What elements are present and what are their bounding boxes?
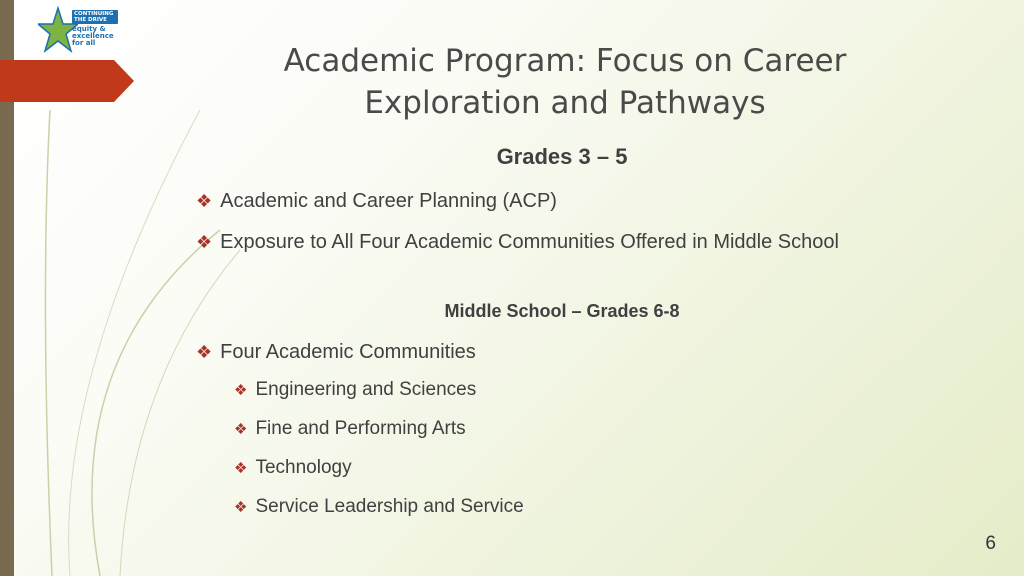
list-item-label: Academic and Career Planning (ACP) [220, 190, 557, 212]
sub-list-item-label: Service Leadership and Service [255, 496, 524, 517]
list-item-label: Four Academic Communities [220, 341, 476, 363]
sub-list-item [234, 494, 524, 521]
page-number: 6 [985, 533, 996, 554]
logo-text [72, 10, 118, 47]
diamond-bullet-icon: ❖ [234, 499, 248, 516]
logo-bottom-label: equity & excellence for all [72, 25, 114, 47]
sub-list-item [234, 377, 476, 404]
list-item [196, 186, 896, 216]
sub-list-item-label: Technology [255, 457, 352, 478]
sub-list-item [234, 416, 466, 443]
list-item-label: Exposure to All Four Academic Communities Offered in Middle School [220, 231, 839, 253]
middle-school-heading: Middle School – Grades 6-8 [444, 301, 680, 321]
grades-3-5-heading: Grades 3 – 5 [496, 144, 628, 169]
diamond-bullet-icon: ❖ [196, 342, 213, 362]
logo-top-label: CONTINUING THE DRIVE [72, 10, 118, 24]
sub-list-item-label: Fine and Performing Arts [255, 418, 466, 439]
diamond-bullet-icon: ❖ [234, 421, 248, 438]
diamond-bullet-icon: ❖ [196, 232, 213, 252]
sub-list-item-label: Engineering and Sciences [255, 379, 477, 400]
diamond-bullet-icon: ❖ [234, 382, 248, 399]
slide-title: Academic Program: Focus on Career Exploration and Pathways [283, 43, 847, 121]
sub-list-item [234, 455, 352, 482]
list-item [196, 227, 886, 257]
list-item [196, 337, 896, 367]
diamond-bullet-icon: ❖ [234, 460, 248, 477]
diamond-bullet-icon: ❖ [196, 191, 213, 211]
red-accent-tab [0, 60, 134, 102]
